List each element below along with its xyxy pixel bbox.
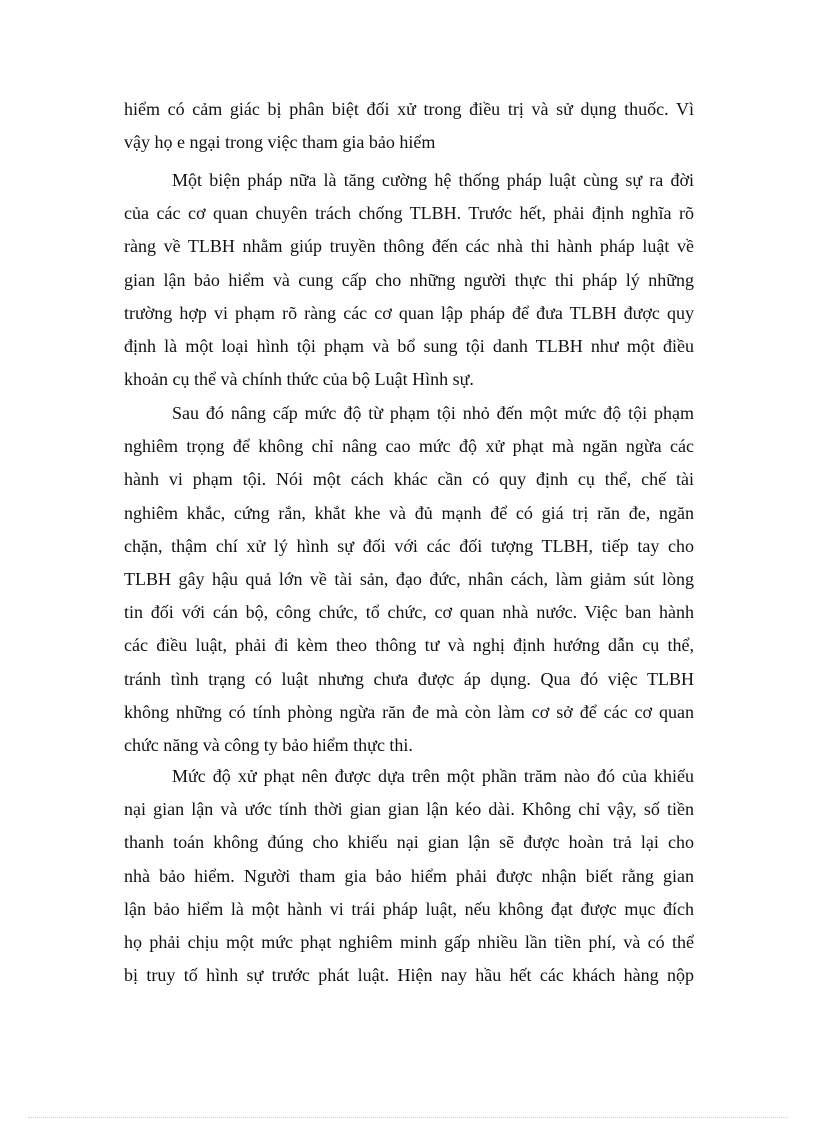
text-line: hiểm có cảm giác bị phân biệt đối xử trong điều trị và sử dụng thuốc. Vì <box>124 99 694 119</box>
text-line: chặn, thậm chí xử lý hình sự đối với các đối tượng TLBH, tiếp tay cho <box>124 535 694 556</box>
text-line: bị truy tố hình sự trước phát luật. Hiện nay hầu hết các khách hàng nộp <box>124 965 694 986</box>
text-line: nhà bảo hiểm. Người tham gia bảo hiểm phải được nhận biết rằng gian <box>124 865 694 886</box>
text-line: TLBH gây hậu quả lớn về tài sản, đạo đức, nhân cách, làm giảm sút lòng <box>124 568 694 589</box>
text-line: lận bảo hiểm là một hành vi trái pháp luật, nếu không đạt được mục đích <box>124 898 694 919</box>
text-line: hành vi phạm tội. Nói một cách khác cần có quy định cụ thể, chế tài <box>124 469 694 490</box>
text-line: định là một loại hình tội phạm và bổ sung tội danh TLBH như một điều <box>124 335 694 356</box>
text-line: nghiêm trọng để không chỉ nâng cao mức độ xử phạt mà ngăn ngừa các <box>124 436 694 457</box>
text-line: tin đối với cán bộ, công chức, tổ chức, cơ quan nhà nước. Việc ban hành <box>124 602 694 623</box>
text-line: gian lận bảo hiểm và cung cấp cho những người thực thi pháp lý những <box>124 269 694 290</box>
text-line: không những có tính phòng ngừa răn đe mà còn làm cơ sở để các cơ quan <box>124 701 694 722</box>
text-line: của các cơ quan chuyên trách chống TLBH. Trước hết, phải định nghĩa rõ <box>124 203 694 224</box>
text-line: thanh toán không đúng cho khiếu nại gian lận sẽ được hoàn trả lại cho <box>124 832 694 853</box>
paragraph-legal-system <box>124 164 694 396</box>
text-line: ràng về TLBH nhằm giúp truyền thông đến các nhà thi hành pháp luật về <box>124 236 694 257</box>
text-line: Một biện pháp nữa là tăng cường hệ thống pháp luật cùng sự ra đời <box>172 170 694 190</box>
paragraph-penalty-level <box>124 760 694 992</box>
paragraph-penalty-upgrade <box>124 397 694 762</box>
text-line: tránh tình trạng có luật nhưng chưa được áp dụng. Qua đó việc TLBH <box>124 668 694 689</box>
text-line: các điều luật, phải đi kèm theo thông tư và nghị định hướng dẫn cụ thể, <box>124 635 694 656</box>
text-line: chức năng và công ty bảo hiểm thực thi. <box>124 734 413 755</box>
text-line: trường hợp vi phạm rõ ràng các cơ quan lập pháp để đưa TLBH được quy <box>124 302 694 323</box>
text-line: nại gian lận và ước tính thời gian gian lận kéo dài. Không chỉ vậy, số tiền <box>124 799 694 820</box>
text-line: khoản cụ thể và chính thức của bộ Luật Hình sự. <box>124 369 474 390</box>
text-line: Sau đó nâng cấp mức độ từ phạm tội nhỏ đến một mức độ tội phạm <box>172 403 694 423</box>
text-line: vậy họ e ngại trong việc tham gia bảo hiểm <box>124 132 436 153</box>
body-text <box>124 93 694 159</box>
text-line: họ phải chịu một mức phạt nghiêm minh gấp nhiều lần tiền phí, và có thể <box>124 931 694 952</box>
text-line: nghiêm khắc, cứng rắn, khắt khe và đủ mạnh để có giá trị răn đe, ngăn <box>124 502 694 523</box>
text-line: Mức độ xử phạt nên được dựa trên một phần trăm nào đó của khiếu <box>172 766 694 786</box>
page-bottom-divider <box>28 1117 788 1118</box>
